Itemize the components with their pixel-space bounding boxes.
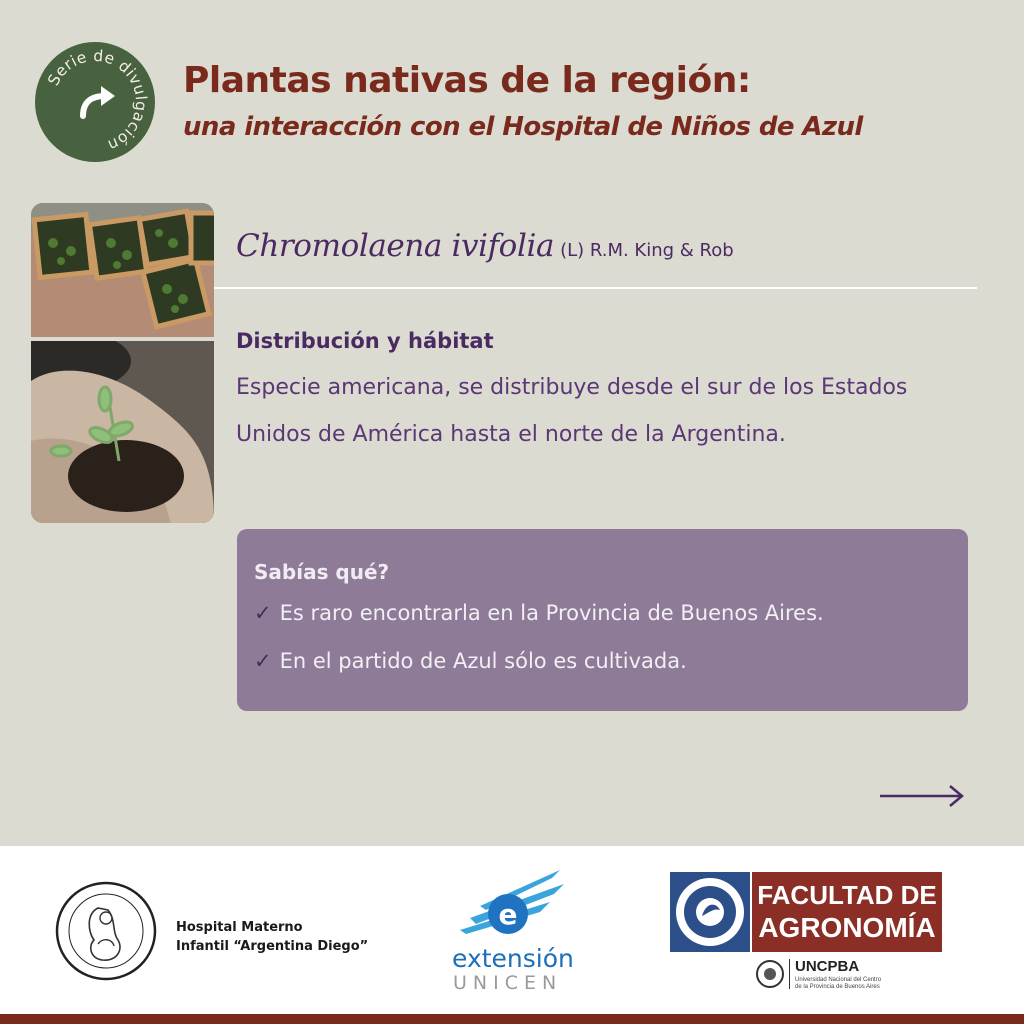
- agronomia-line1: FACULTAD DE: [757, 880, 937, 910]
- page-subtitle: una interacción con el Hospital de Niños de Azul: [183, 112, 863, 142]
- series-badge-graphic: [35, 42, 155, 162]
- did-you-know-title: Sabías qué?: [254, 560, 390, 584]
- scientific-name: Chromolaena ivifolia: [236, 228, 555, 264]
- fact-text: En el partido de Azul sólo es cultivada.: [279, 649, 687, 673]
- section-heading: Distribución y hábitat: [236, 329, 494, 353]
- uncpba-emblem: [755, 959, 785, 989]
- uncpba-subtitle: [795, 977, 881, 991]
- uncpba-sub-line1: Universidad Nacional del Centro: [795, 977, 882, 983]
- uncpba-divider: [789, 959, 790, 989]
- extension-sub: UNICEN: [453, 972, 563, 994]
- seedling-hand-photo: [31, 341, 214, 523]
- species-name: [236, 228, 734, 264]
- section-body: Especie americana, se distribuye desde el sur de los Estados Unidos de América hasta el norte de la Argentina.: [236, 375, 908, 447]
- extension-word: extensión: [452, 944, 574, 973]
- svg-text:e: e: [498, 898, 518, 931]
- agronomia-banner: [752, 872, 942, 952]
- check-icon: ✓: [254, 649, 272, 673]
- page-title: Plantas nativas de la región:: [183, 60, 751, 101]
- divider-line: [214, 287, 977, 289]
- species-authority: (L) R.M. King & Rob: [560, 240, 734, 261]
- hospital-logo: [54, 880, 158, 982]
- did-you-know-box: [237, 529, 968, 711]
- seedling-crates-photo: [31, 203, 214, 337]
- uncpba-name: UNCPBA: [795, 958, 860, 975]
- footer-bar: [0, 1014, 1024, 1024]
- fact-item: [254, 601, 824, 625]
- hospital-line1: Hospital Materno: [176, 920, 303, 935]
- agronomia-line2: AGRONOMÍA: [758, 912, 936, 943]
- badge-text: Serie de divulgación: [44, 46, 151, 155]
- share-arrow-icon: [83, 86, 115, 116]
- series-badge: [35, 42, 155, 162]
- svg-text:Serie de divulgación: [44, 47, 150, 155]
- fact-text: Es raro encontrarla en la Provincia de Buenos Aires.: [279, 601, 824, 625]
- hospital-name: [176, 918, 368, 956]
- agronomia-seal: [670, 872, 750, 952]
- uncpba-sub-line2: de la Provincia de Buenos Aires: [795, 984, 880, 990]
- photo-collage: [31, 203, 214, 523]
- check-icon: ✓: [254, 601, 272, 625]
- footer: [0, 846, 1024, 1024]
- next-arrow-icon[interactable]: [878, 784, 966, 808]
- fact-item: [254, 649, 687, 673]
- extension-logo: [440, 868, 570, 948]
- hospital-line2: Infantil “Argentina Diego”: [176, 939, 369, 954]
